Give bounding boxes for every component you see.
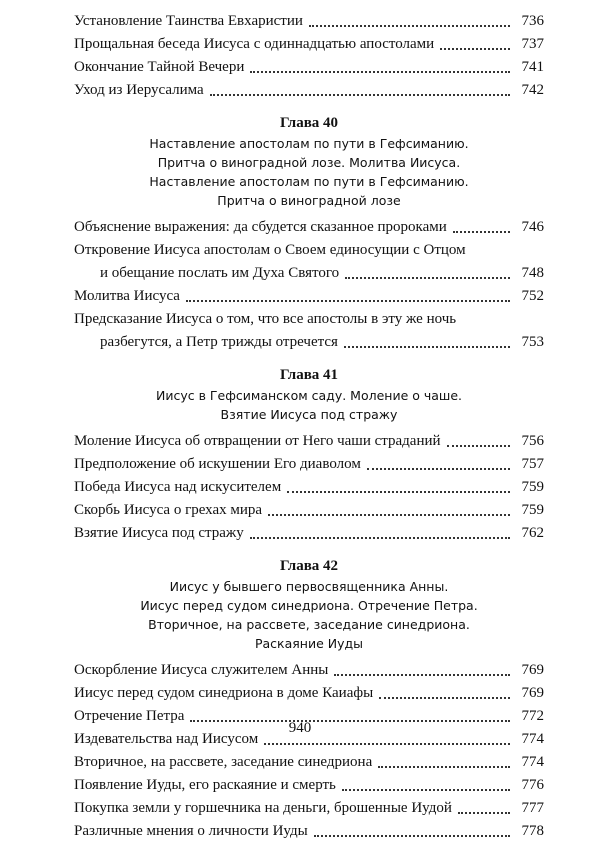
- chapter-heading: Глава 42: [279, 558, 339, 574]
- subtitle-line: Притча о виноградной лозе. Молитва Иисуса.: [157, 155, 461, 170]
- dot-leader: [453, 231, 510, 233]
- subtitle-line: Вторичное, на рассвете, заседание синедриона.: [148, 617, 470, 632]
- entry-title: Уход из Иерусалима: [74, 82, 204, 98]
- dot-leader: [314, 835, 510, 837]
- toc-entry: [74, 430, 544, 453]
- entry-page: 772: [521, 708, 544, 724]
- chapter-heading: Глава 40: [279, 115, 339, 131]
- entry-page: 736: [521, 13, 544, 29]
- toc-entry: [74, 56, 544, 79]
- subtitle-line: Притча о виноградной лозе: [217, 193, 401, 208]
- chapter-subtitle: [74, 134, 544, 210]
- toc-entry: [74, 797, 544, 820]
- dot-leader: [334, 674, 510, 676]
- entry-page: 753: [521, 334, 544, 350]
- entry-page: 777: [521, 800, 544, 816]
- dot-leader: [250, 71, 510, 73]
- toc-entry: [74, 659, 544, 682]
- subtitle-line: Иисус у бывшего первосвященника Анны.: [169, 579, 449, 594]
- dot-leader: [210, 94, 510, 96]
- toc-entry: [74, 10, 544, 33]
- entry-page: 759: [521, 479, 544, 495]
- chapter-subtitle: [74, 386, 544, 424]
- dot-leader: [447, 445, 510, 447]
- entry-page: 769: [521, 662, 544, 678]
- dot-leader: [440, 48, 510, 50]
- dot-leader: [250, 537, 510, 539]
- dot-leader: [264, 743, 510, 745]
- toc-entry: [74, 308, 544, 354]
- entry-page: 752: [521, 288, 544, 304]
- page-number: 940: [288, 720, 312, 736]
- subtitle-line: Иисус перед судом синедриона. Отречение Петра.: [140, 598, 478, 613]
- toc-entry: [74, 285, 544, 308]
- dot-leader: [379, 697, 510, 699]
- entry-title: Откровение Иисуса апостолам о Своем единосущии с Отцом: [74, 242, 466, 258]
- toc-entry: [74, 682, 544, 705]
- subtitle-line: Взятие Иисуса под стражу: [220, 407, 398, 422]
- chapter-40: [74, 112, 544, 354]
- entry-title: Покупка земли у горшечника на деньги, брошенные Иудой: [74, 800, 452, 816]
- entry-title: Установление Таинства Евхаристии: [74, 13, 303, 29]
- toc-entry: [74, 239, 544, 285]
- entry-page: 757: [521, 456, 544, 472]
- entry-page: 776: [521, 777, 544, 793]
- entry-title: Появление Иуды, его раскаяние и смерть: [74, 777, 336, 793]
- dot-leader: [378, 766, 510, 768]
- entry-title: Отречение Петра: [74, 708, 185, 724]
- toc-entry: [74, 476, 544, 499]
- entry-title: Победа Иисуса над искусителем: [74, 479, 282, 495]
- entry-title: Издевательства над Иисусом: [74, 731, 259, 747]
- entry-title: Взятие Иисуса под стражу: [74, 525, 244, 541]
- entry-title: Моление Иисуса об отвращении от Него чаши страданий: [74, 433, 441, 449]
- entry-title: Оскорбление Иисуса служителем Анны: [74, 662, 329, 678]
- entry-title: Предсказание Иисуса о том, что все апостолы в эту же ночь: [74, 311, 457, 327]
- dot-leader: [342, 789, 510, 791]
- entry-page: 748: [521, 265, 544, 281]
- entry-title: Предположение об искушении Его диаволом: [74, 456, 361, 472]
- dot-leader: [458, 812, 510, 814]
- dot-leader: [344, 346, 510, 348]
- subtitle-line: Наставление апостолам по пути в Гефсиманию.: [149, 174, 469, 189]
- toc-entry: [74, 774, 544, 797]
- toc-entry: [74, 79, 544, 102]
- toc-entry: [74, 820, 544, 843]
- dot-leader: [186, 300, 510, 302]
- subtitle-line: Иисус в Гефсиманском саду. Моление о чаше.: [155, 388, 463, 403]
- dot-leader: [287, 491, 510, 493]
- dot-leader: [268, 514, 510, 516]
- entry-page: 756: [521, 433, 544, 449]
- entry-title: Скорбь Иисуса о грехах мира: [74, 502, 263, 518]
- entry-title: Вторичное, на рассвете, заседание синедриона: [74, 754, 373, 770]
- toc-entry: [74, 216, 544, 239]
- entry-page: 759: [521, 502, 544, 518]
- subtitle-line: Наставление апостолам по пути в Гефсиманию.: [149, 136, 469, 151]
- chapter-41: [74, 364, 544, 545]
- chapter-42: [74, 555, 544, 843]
- toc-entry: [74, 453, 544, 476]
- entry-page: 774: [521, 754, 544, 770]
- toc-entry: [74, 499, 544, 522]
- dot-leader: [367, 468, 510, 470]
- table-of-contents: [74, 10, 544, 843]
- entry-page: 737: [521, 36, 544, 52]
- toc-entry: [74, 33, 544, 56]
- entry-title: Объяснение выражения: да сбудется сказанное пророками: [74, 219, 447, 235]
- toc-entry: [74, 751, 544, 774]
- entry-page: 742: [521, 82, 544, 98]
- entry-page: 762: [521, 525, 544, 541]
- entry-title: Прощальная беседа Иисуса с одиннадцатью апостолами: [74, 36, 435, 52]
- top-entries: [74, 10, 544, 102]
- entry-page: 741: [521, 59, 544, 75]
- entry-title-continued: и обещание послать им Духа Святого: [100, 265, 340, 281]
- chapter-subtitle: [74, 577, 544, 653]
- toc-entry: [74, 522, 544, 545]
- entry-title: Молитва Иисуса: [74, 288, 180, 304]
- entry-page: 769: [521, 685, 544, 701]
- entry-page: 778: [521, 823, 544, 839]
- entry-title: Иисус перед судом синедриона в доме Каиафы: [74, 685, 374, 701]
- entry-title: Окончание Тайной Вечери: [74, 59, 245, 75]
- dot-leader: [309, 25, 510, 27]
- entry-page: 746: [521, 219, 544, 235]
- entry-title-continued: разбегутся, а Петр трижды отречется: [100, 334, 338, 350]
- subtitle-line: Раскаяние Иуды: [254, 636, 364, 651]
- dot-leader: [345, 277, 510, 279]
- chapter-heading: Глава 41: [279, 367, 339, 383]
- entry-page: 774: [521, 731, 544, 747]
- entry-title: Различные мнения о личности Иуды: [74, 823, 308, 839]
